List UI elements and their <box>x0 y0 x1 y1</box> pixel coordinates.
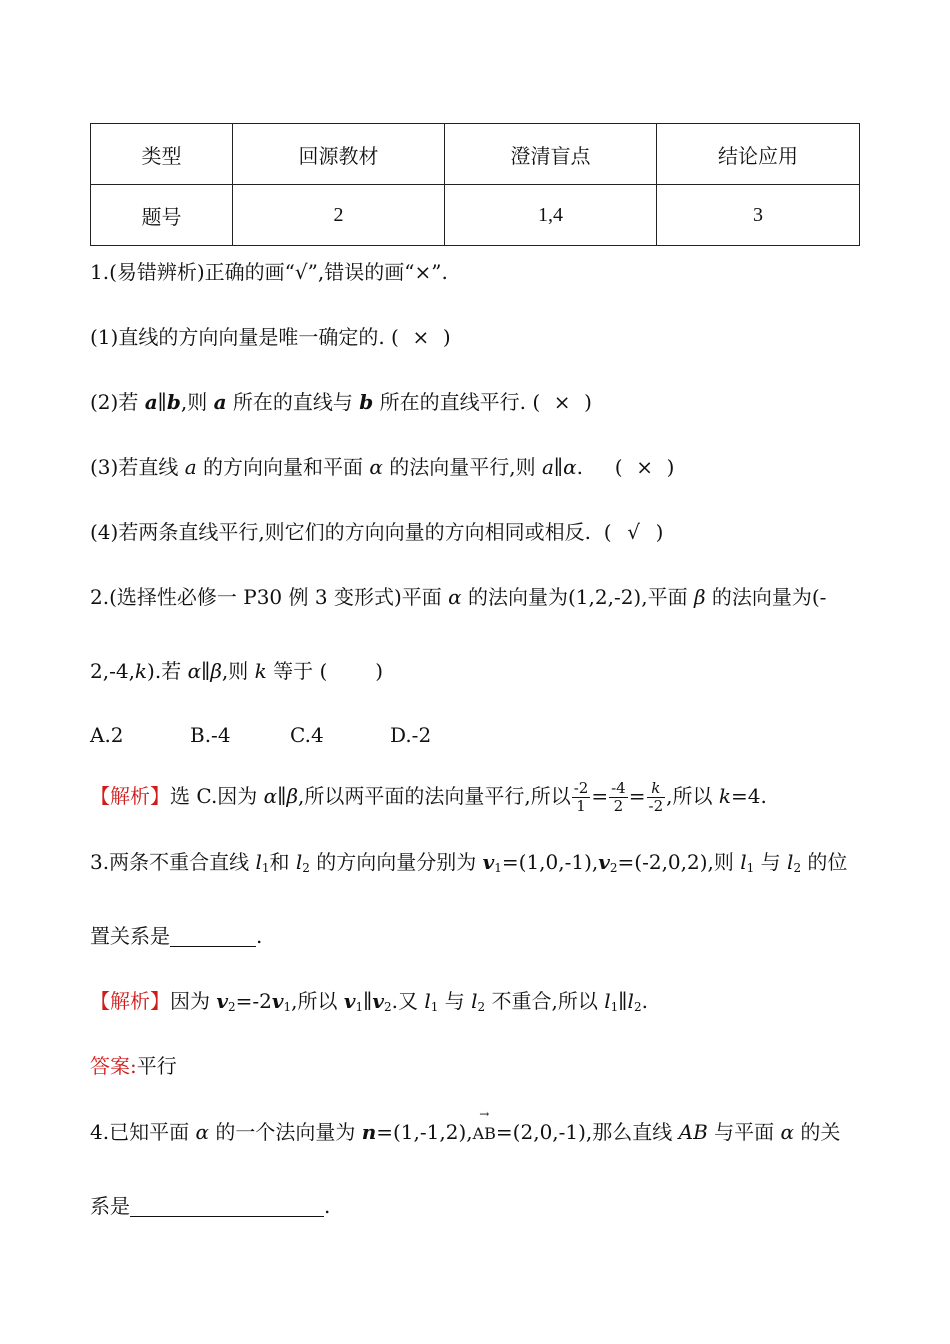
table-header-cell: 澄清盲点 <box>445 124 657 185</box>
subscript: 2 <box>477 1000 486 1014</box>
line-l: l <box>424 989 431 1013</box>
answer-text: 平行 <box>136 1054 177 1078</box>
analysis-label: 【解析】 <box>90 989 170 1013</box>
fraction-denominator: -2 <box>648 797 664 815</box>
line-l: l <box>471 989 478 1013</box>
table-header-cell: 结论应用 <box>657 124 860 185</box>
statement-text: ,则 <box>180 390 214 414</box>
q3-line-2 <box>90 922 862 950</box>
vector-n: n <box>361 1120 377 1144</box>
fraction-denominator: 1 <box>576 797 586 815</box>
question-text: =(1,-1,2), <box>376 1120 473 1144</box>
plane-alpha: α <box>448 585 462 609</box>
statement-text: 所在的直线与 <box>226 390 360 414</box>
plane-alpha: α <box>195 1120 209 1144</box>
line-l: l <box>627 989 634 1013</box>
variable-k: k <box>254 659 267 683</box>
table-cell: 1,4 <box>445 185 657 246</box>
vector-b: b <box>359 390 374 414</box>
q4-line-2 <box>90 1192 862 1220</box>
vector-v: v <box>372 989 384 1013</box>
analysis-text: . <box>641 989 648 1013</box>
table-row <box>91 185 860 246</box>
vector-ab <box>472 1107 496 1148</box>
option-b: B.-4 <box>190 723 231 747</box>
parallel-symbol: ∥ <box>618 989 628 1013</box>
table-header-cell: 回源教材 <box>233 124 445 185</box>
classification-table <box>90 123 860 246</box>
answer-blank <box>130 1194 324 1217</box>
subscript: 1 <box>494 861 502 875</box>
statement-text: (1)直线的方向向量是唯一确定的. <box>90 325 385 349</box>
analysis-text: 不重合,所以 <box>485 989 605 1013</box>
subscript: 2 <box>227 1000 236 1014</box>
vector-v: v <box>271 989 284 1013</box>
vector-v: v <box>343 989 356 1013</box>
analysis-text: 与 <box>438 989 472 1013</box>
q3-analysis <box>90 987 862 1021</box>
line-l: l <box>604 989 611 1013</box>
analysis-text: ,所以两平面的法向量平行,所以 <box>298 784 571 808</box>
statement-text: 的法向量平行,则 <box>382 455 542 479</box>
question-text: 2,-4, <box>90 659 135 683</box>
plane-alpha: α <box>563 455 577 479</box>
vector-a: a <box>213 390 227 414</box>
parallel-symbol: ∥ <box>157 390 167 414</box>
analysis-text: =-2 <box>235 989 272 1013</box>
parallel-symbol: ∥ <box>363 989 373 1013</box>
analysis-text: ,所以 <box>291 989 344 1013</box>
vector-b: b <box>166 390 181 414</box>
answer-blank <box>170 924 256 947</box>
table-header-cell: 类型 <box>91 124 233 185</box>
answer-mark: × <box>412 325 430 349</box>
vector-label: AB <box>472 1124 496 1143</box>
line-a: a <box>184 455 197 479</box>
question-text: 的关 <box>794 1120 841 1144</box>
question-text: ).若 <box>147 659 188 683</box>
subscript: 2 <box>793 861 802 875</box>
analysis-text: .又 <box>391 989 425 1013</box>
question-text: 的方向向量分别为 <box>309 850 483 874</box>
question-text: 的一个法向量为 <box>208 1120 362 1144</box>
q3-answer <box>90 1052 862 1080</box>
plane-alpha: α <box>187 659 202 683</box>
fraction-numerator: k <box>647 780 666 798</box>
analysis-text: ,所以 <box>666 784 719 808</box>
fraction <box>572 780 591 815</box>
subscript: 2 <box>302 861 310 875</box>
fraction-denominator: 2 <box>613 797 624 815</box>
question-text: . <box>256 924 263 948</box>
question-text: 系是 <box>90 1194 130 1218</box>
fraction-numerator: -4 <box>611 779 626 797</box>
parallel-symbol: ∥ <box>201 659 211 683</box>
statement-text: . <box>576 455 583 479</box>
parallel-symbol: ∥ <box>553 455 564 479</box>
fraction <box>647 780 666 815</box>
subscript: 1 <box>355 1000 364 1014</box>
fraction-numerator: -2 <box>573 779 589 797</box>
subscript: 1 <box>610 1000 619 1014</box>
question-text: =(-2,0,2),则 <box>617 850 741 874</box>
question-text: . <box>324 1194 331 1218</box>
subscript: 1 <box>261 861 270 875</box>
q2-line-1 <box>90 583 862 611</box>
subscript: 1 <box>746 861 755 875</box>
answer-mark: × <box>553 390 571 414</box>
line-a: a <box>541 455 554 479</box>
question-text: ,则 <box>221 659 255 683</box>
plane-beta: β <box>693 585 706 609</box>
statement-text: 的方向向量和平面 <box>196 455 370 479</box>
question-text: 与 <box>754 850 788 874</box>
analysis-text: 因为 <box>170 989 217 1013</box>
line-l: l <box>740 850 747 874</box>
variable-k: k <box>134 659 148 683</box>
parallel-symbol: ∥ <box>277 784 287 808</box>
statement-text: (3)若直线 <box>90 455 185 479</box>
vector-v: v <box>482 850 495 874</box>
q2-analysis <box>90 780 862 815</box>
variable-k: k <box>718 784 731 808</box>
equals-sign: = <box>628 784 646 808</box>
line-l: l <box>787 850 794 874</box>
subscript: 2 <box>609 861 618 875</box>
table-cell: 2 <box>233 185 445 246</box>
analysis-label: 【解析】 <box>90 784 170 808</box>
question-text: 3.两条不重合直线 <box>90 850 256 874</box>
q4-line-1 <box>90 1107 862 1148</box>
q2-options <box>90 721 862 749</box>
q1-statement-1: (1)直线的方向向量是唯一确定的. ( × ) <box>90 325 451 349</box>
question-text: 等于 <box>266 659 314 683</box>
question-text: 的法向量为(1,2,-2),平面 <box>461 585 694 609</box>
statement-text: (4)若两条直线平行,则它们的方向向量的方向相同或相反. <box>90 520 592 544</box>
vector-v: v <box>598 850 610 874</box>
subscript: 1 <box>283 1000 292 1014</box>
plane-alpha: α <box>263 784 278 808</box>
option-d: D.-2 <box>390 723 432 747</box>
analysis-text: 选 C.因为 <box>170 784 264 808</box>
plane-beta: β <box>286 784 298 808</box>
line-ab: AB <box>678 1120 708 1144</box>
fraction <box>609 780 628 815</box>
arrow-icon: → <box>479 1107 490 1121</box>
question-text: 2.(选择性必修一 P30 例 3 变形式)平面 <box>90 585 449 609</box>
q2-line-2: 2,-4,k).若 α∥β,则 k 等于 ( ) <box>90 659 384 683</box>
answer-mark: × <box>636 455 653 479</box>
q1-intro: 1.(易错辨析)正确的画“√”,错误的画“×”. <box>90 260 448 284</box>
statement-text: 所在的直线平行. <box>373 390 526 414</box>
question-text: 和 <box>269 850 296 874</box>
vector-a: a <box>144 390 158 414</box>
question-text: 4.已知平面 <box>90 1120 196 1144</box>
subscript: 2 <box>384 1000 392 1014</box>
plane-alpha: α <box>369 455 383 479</box>
question-text: 的法向量为(- <box>705 585 827 609</box>
plane-alpha: α <box>780 1120 795 1144</box>
answer-mark: √ <box>627 520 640 544</box>
table-cell: 题号 <box>91 185 233 246</box>
answer-label: 答案: <box>90 1054 137 1078</box>
question-text: 与平面 <box>707 1120 781 1144</box>
vector-v: v <box>216 989 228 1013</box>
q3-line-1 <box>90 848 862 882</box>
statement-text: (2)若 <box>90 390 145 414</box>
line-l: l <box>295 850 303 874</box>
option-a: A.2 <box>90 723 124 747</box>
subscript: 2 <box>633 1000 642 1014</box>
table-header-row <box>91 124 860 185</box>
question-text: =(1,0,-1), <box>501 850 599 874</box>
question-text: 的位 <box>801 850 848 874</box>
q1-statement-3: (3)若直线 a 的方向向量和平面 α 的法向量平行,则 a∥α. ( × ) <box>90 455 675 479</box>
equals-sign: = <box>591 784 609 808</box>
option-c: C.4 <box>290 723 324 747</box>
question-text: =(2,0,-1),那么直线 <box>495 1120 679 1144</box>
analysis-text: =4. <box>730 784 767 808</box>
q1-statement-4: (4)若两条直线平行,则它们的方向向量的方向相同或相反. ( √ ) <box>90 520 664 544</box>
plane-beta: β <box>210 659 222 683</box>
line-l: l <box>255 850 262 874</box>
q1-statement-2: (2)若 a∥b,则 a 所在的直线与 b 所在的直线平行. ( × ) <box>90 390 592 414</box>
subscript: 1 <box>430 1000 439 1014</box>
question-text: 置关系是 <box>90 924 170 948</box>
table-cell: 3 <box>657 185 860 246</box>
